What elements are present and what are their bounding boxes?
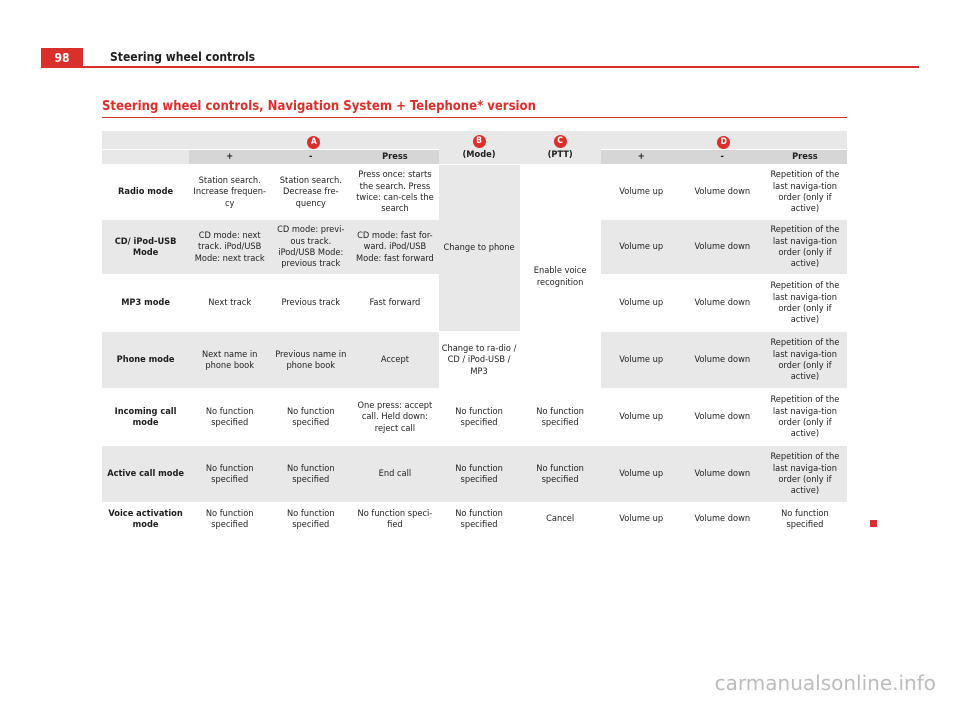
cell-d-plus: Volume up bbox=[601, 389, 682, 446]
column-d-letter: D bbox=[717, 136, 730, 149]
cell-d-minus: Volume down bbox=[682, 165, 763, 220]
cell-a-press: No function speci-fied bbox=[351, 503, 438, 536]
cell-a-plus: No function specified bbox=[189, 446, 270, 503]
cell-a-plus: Next track bbox=[189, 275, 270, 332]
cell-d-minus: Volume down bbox=[682, 275, 763, 332]
column-b-letter: B bbox=[473, 135, 486, 148]
cell-a-press: One press: accept call. Held down: reject call bbox=[351, 389, 438, 446]
cell-a-plus: Next name in phone book bbox=[189, 332, 270, 389]
table-row bbox=[102, 446, 847, 503]
mode-subhead bbox=[102, 150, 189, 165]
cell-a-press: CD mode: fast for-ward. iPod/USB Mode: fast forward bbox=[351, 220, 438, 275]
cell-a-press: Press once: starts the search. Press twice: can-cels the search bbox=[351, 165, 438, 220]
column-c-letter: C bbox=[554, 135, 567, 148]
cell-a-plus: Station search. Increase frequen-cy bbox=[189, 165, 270, 220]
page-number-badge: 98 bbox=[41, 48, 83, 68]
section-divider bbox=[102, 117, 847, 118]
row-mode: Active call mode bbox=[102, 446, 189, 503]
section-title: Steering wheel controls, Navigation System + Telephone* version bbox=[102, 99, 536, 114]
cell-b: No function specified bbox=[439, 446, 520, 503]
section-end-marker bbox=[870, 520, 877, 527]
cell-a-minus: No function specified bbox=[270, 446, 351, 503]
cell-a-minus: No function specified bbox=[270, 389, 351, 446]
cell-a-minus: Previous name in phone book bbox=[270, 332, 351, 389]
cell-d-minus: Volume down bbox=[682, 220, 763, 275]
cell-a-minus: Previous track bbox=[270, 275, 351, 332]
cell-d-press: No function specified bbox=[763, 503, 847, 536]
column-a-head bbox=[189, 131, 438, 150]
chapter-title: Steering wheel controls bbox=[110, 50, 256, 64]
mode-column-head bbox=[102, 131, 189, 150]
row-mode: Radio mode bbox=[102, 165, 189, 220]
cell-d-plus: Volume up bbox=[601, 332, 682, 389]
steering-controls-table bbox=[102, 131, 847, 536]
d-press-head: Press bbox=[763, 150, 847, 165]
cell-d-press: Repetition of the last naviga-tion order (only if active) bbox=[763, 220, 847, 275]
cell-d-press: Repetition of the last naviga-tion order (only if active) bbox=[763, 165, 847, 220]
cell-d-plus: Volume up bbox=[601, 275, 682, 332]
column-a-letter: A bbox=[307, 136, 320, 149]
row-mode: CD/ iPod-USB Mode bbox=[102, 220, 189, 275]
cell-d-press: Repetition of the last naviga-tion order (only if active) bbox=[763, 446, 847, 503]
cell-d-plus: Volume up bbox=[601, 446, 682, 503]
a-plus-head: + bbox=[189, 150, 270, 165]
d-minus-head: - bbox=[682, 150, 763, 165]
cell-b: No function specified bbox=[439, 503, 520, 536]
column-c-label: (PTT) bbox=[547, 149, 573, 160]
table-row bbox=[102, 165, 847, 220]
table-row bbox=[102, 389, 847, 446]
cell-d-minus: Volume down bbox=[682, 446, 763, 503]
a-minus-head: - bbox=[270, 150, 351, 165]
column-letter-row bbox=[102, 131, 847, 150]
row-mode: MP3 mode bbox=[102, 275, 189, 332]
cell-a-plus: No function specified bbox=[189, 389, 270, 446]
cell-c: No function specified bbox=[520, 446, 601, 503]
header-divider bbox=[41, 66, 919, 68]
cell-c-enable-voice: Enable voice recognition bbox=[520, 165, 601, 389]
cell-d-minus: Volume down bbox=[682, 503, 763, 536]
cell-d-plus: Volume up bbox=[601, 220, 682, 275]
d-plus-head: + bbox=[601, 150, 682, 165]
cell-d-press: Repetition of the last naviga-tion order (only if active) bbox=[763, 389, 847, 446]
cell-a-press: End call bbox=[351, 446, 438, 503]
cell-a-minus: No function specified bbox=[270, 503, 351, 536]
cell-b: Change to ra-dio / CD / iPod-USB / MP3 bbox=[439, 332, 520, 389]
cell-a-plus: No function specified bbox=[189, 503, 270, 536]
column-b-head bbox=[439, 131, 520, 165]
cell-b-change-to-phone: Change to phone bbox=[439, 165, 520, 332]
a-press-head: Press bbox=[351, 150, 438, 165]
cell-c: No function specified bbox=[520, 389, 601, 446]
cell-a-plus: CD mode: next track. iPod/USB Mode: next track bbox=[189, 220, 270, 275]
table-row bbox=[102, 503, 847, 536]
cell-d-plus: Volume up bbox=[601, 503, 682, 536]
column-c-head bbox=[520, 131, 601, 165]
row-mode: Incoming call mode bbox=[102, 389, 189, 446]
cell-d-minus: Volume down bbox=[682, 332, 763, 389]
column-d-head bbox=[601, 131, 847, 150]
cell-d-plus: Volume up bbox=[601, 165, 682, 220]
cell-a-minus: CD mode: previ-ous track. iPod/USB Mode: previous track bbox=[270, 220, 351, 275]
cell-a-press: Accept bbox=[351, 332, 438, 389]
cell-d-press: Repetition of the last naviga-tion order (only if active) bbox=[763, 332, 847, 389]
cell-d-minus: Volume down bbox=[682, 389, 763, 446]
row-mode: Phone mode bbox=[102, 332, 189, 389]
cell-a-minus: Station search. Decrease fre-quency bbox=[270, 165, 351, 220]
cell-c: Cancel bbox=[520, 503, 601, 536]
table-row bbox=[102, 332, 847, 389]
cell-b: No function specified bbox=[439, 389, 520, 446]
cell-d-press: Repetition of the last naviga-tion order (only if active) bbox=[763, 275, 847, 332]
footer-watermark: carmanualsonline.info bbox=[714, 671, 936, 695]
row-mode: Voice activation mode bbox=[102, 503, 189, 536]
column-b-label: (Mode) bbox=[462, 149, 496, 160]
cell-a-press: Fast forward bbox=[351, 275, 438, 332]
